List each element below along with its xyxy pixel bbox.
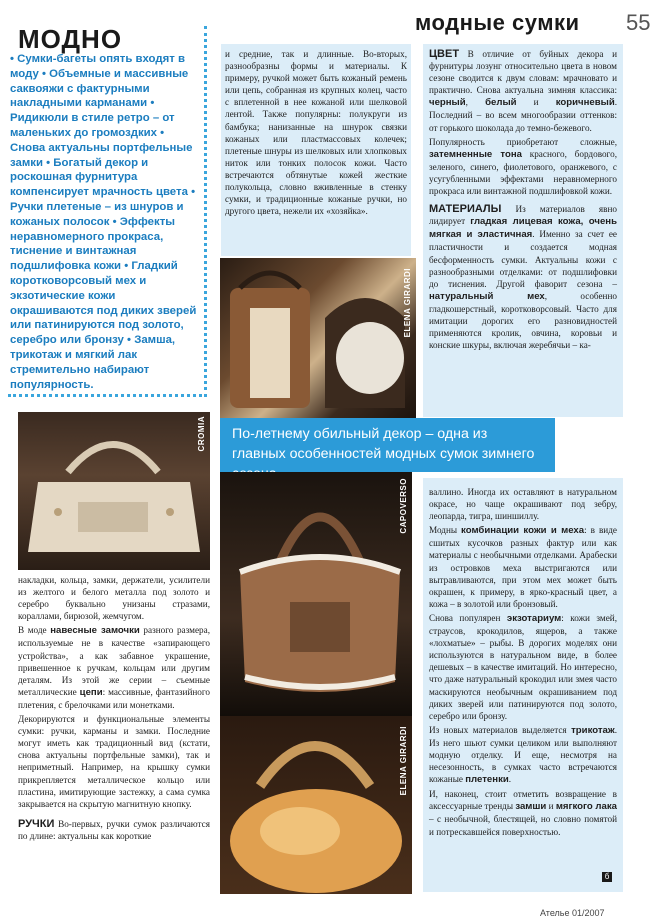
page-number: 55 xyxy=(626,10,651,35)
color-paragraph: ЦВЕТ В отличие от буйных декора и фурнитуры лозунг относительно цвета в новом сезоне сводится к двум словам: мрачновато и практично. Снова актуальна зимняя классика: черный, белый и коричневый. Последний – во всем многообразии оттенков: от горького шоколада до темно-бежевого. xyxy=(429,48,618,133)
fur-bag-illustration xyxy=(220,716,412,894)
handles-continuation: и средние, так и длинные. Во-вторых, разнообразны формы и материалы. К примеру, ручкой может быть кожаный ремень или цепь, собранная из крупных колец, часто с вплетенной в нее кожаной или шелковой лентой. Также популярны: полукруги из бамбука; нанизанные на шнурок связки кожаных или пластмассовых колечек; плетеные шнуры из шелковых или хлопковых ниток или тонких полосок кожи. Часто встречаются обтянутые кожей жесткие полукольца, словно вживленные в стенку сумки, и традиционные кожаные ручки, но другого цвета, нежели их «хозяйка». xyxy=(225,49,407,217)
exotarium-paragraph: Снова популярен экзотариум: кожи змей, страусов, крокодилов, ящеров, а также «лохматые» – рыбы. В дорогих моделях они используются в натуральном виде, в более дешевых – в качестве имитаций. Но интересно, что даже натуральный крокодил или змея часто маскируются необычным окрашиванием под диких зверей или патинируются под золото, серебро или бронзу. xyxy=(429,612,617,721)
knitwear-paragraph: Из новых материалов выделяется трикотаж. Из него шьют сумки целиком или выполняют модную отделку. И еще, несмотря на несезонность, в сумках часто встречаются кожаные плетенки. xyxy=(429,724,617,786)
materials-paragraph: МАТЕРИАЛЫ Из материалов явно лидирует гладкая лицевая кожа, очень мягкая и эластичная. Именно за счет ее пластичности и создается модная бесформенность сумки. Актуальны кожи с разнообразными отделками: от подшлифовки до тиснения. Другой фаворит сезона – натуральный мех, особенно гладкошерстный, коротковорсовый. Часто для имитации дорогих его разновидностей применяются кролик, овчина, коровьи и конские шкуры, включая жеребячьи – ка- xyxy=(429,203,617,351)
sidebar-trends-text: • Сумки-багеты опять входят в моду • Объемные и массивные саквояжи с фактурными накладными карманами • Ридикюли в стиле ретро – от маленьких до громоздких • Снова актуальны портфельные замки • Богатый декор и роскошная фурнитура компенсирует мрачность цвета • Ручки плетеные – из шнуров и кожаных полосок • Эффекты неравномерного прокраса, тиснение и винтажная подшлифовка кожи • Гладкий коротковорсовый мех и экзотические кожи окрашиваются под диких зверей или патинируются под золото, серебро или бронзу • Замша, трикотаж и мягкий лак стремительно набирают популярность. xyxy=(10,53,197,391)
fur-color-paragraph: валлино. Иногда их оставляют в натуральном окрасе, но чаще окрашивают под зебру, леопарда, тигра, шиншиллу. xyxy=(429,487,617,522)
column-3-text xyxy=(423,44,623,417)
magazine-issue-footer: Ателье 01/2007 xyxy=(540,908,605,918)
column-2-text xyxy=(221,44,411,256)
photo-capoverso-bag xyxy=(220,472,412,716)
photo-credit-capoverso: CAPOVERSO xyxy=(399,478,408,534)
section-title: модные сумки xyxy=(415,10,580,35)
photo-credit-elena-bottom: ELENA GIRARDI xyxy=(399,726,408,796)
photo-credit-elena-top: ELENA GIRARDI xyxy=(403,268,412,338)
photo-cromia-bag xyxy=(18,412,210,570)
photo-caption: По-летнему обильный декор – одна из главных особенностей модных сумок зимнего xyxy=(220,418,555,472)
photo-fur-bag xyxy=(220,716,412,894)
suede-paragraph: И, наконец, стоит отметить возвращение в аксессуарные тренды замши и мягкого лака – с необычной, блестящей, но словно помятой и потрескавшейся поверхностью. xyxy=(429,789,618,837)
locks-paragraph: В моде навесные замочки разного размера, используемые не в качестве «запирающего устройства», а как забавное украшение, привешенное к ручкам, кольцам или другим деталям. Из этой же серии – съемные металлические цепи: массивные, фантазийного плетения, с брелочками или монетками. xyxy=(18,625,210,710)
color-heading: ЦВЕТ xyxy=(429,48,460,60)
column-1-text xyxy=(18,574,210,899)
fur-bags-illustration xyxy=(220,258,416,422)
photo-credit-cromia: CROMIA xyxy=(197,416,206,452)
end-of-article-mark: б xyxy=(602,872,612,882)
cromia-bag-illustration xyxy=(18,412,210,570)
materials-heading: МАТЕРИАЛЫ xyxy=(429,203,502,216)
functional-decor-paragraph: Декорируются и функциональные элементы сумки: ручки, карманы и замки. Последние могут иметь как традиционный вид (кстати, снова актуальны портфельные замки), так и неприметный. Например, на крышку сумки прикрепляется металлическое кольцо или пластина, имитирующие застежку, а сама сумка закрывается на скрытую магнитную кнопку. xyxy=(18,714,210,809)
decor-paragraph: накладки, кольца, замки, держатели, усилители из желтого и белого металла под золото и серебро буквально унизаны стразами, кораллами, бирюзой, жемчугом. xyxy=(18,575,210,622)
column-4-text xyxy=(423,478,623,892)
tones-paragraph: Популярность приобретают сложные, затемненные тона красного, бордового, зеленого, синего, фиолетового, оранжевого, с усугубленными эффектами неравномерного прокраса или винтажной подшлифовкой кожи. xyxy=(429,136,617,197)
capoverso-bag-illustration xyxy=(220,472,412,716)
handles-heading: РУЧКИ xyxy=(18,817,55,830)
sidebar-heading: МОДНО xyxy=(18,24,123,54)
photo-fur-bags xyxy=(220,258,416,422)
combinations-paragraph: Модны комбинации кожи и меха: в виде сшитых кусочков разных фактур или как материалы с необычными отделками. Арабески из островков меха выстригаются или вытравливаются, при этом мех может быть окрашен, к примеру, в ярко-красный цвет, а кожа – в золотой или бронзовый. xyxy=(429,525,617,609)
handles-paragraph: РУЧКИ Во-первых, ручки сумок различаются по длине: актуальны как короткие xyxy=(18,817,210,841)
